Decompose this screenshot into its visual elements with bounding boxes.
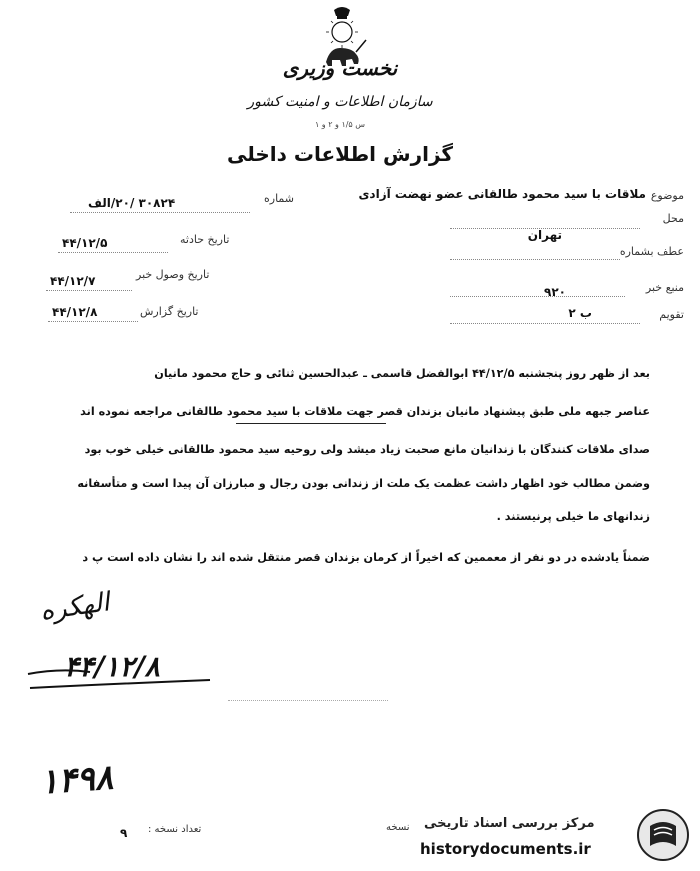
source-dots bbox=[450, 296, 625, 297]
signature-scribble bbox=[20, 650, 220, 695]
number-dots bbox=[70, 212, 250, 213]
archive-number: ۱۴۹۸ bbox=[38, 757, 115, 803]
evaluation-dots bbox=[450, 323, 640, 324]
incident-date-dots bbox=[58, 252, 168, 253]
incident-date-value: ۴۴/۱۲/۵ bbox=[62, 236, 108, 250]
body-line-6: ضمناً یادشده در دو نفر از معممین که اخیراً از کرمان بزندان قصر منتقل شده اند را نشان داده است پ د bbox=[82, 551, 650, 564]
report-date-dots bbox=[48, 321, 138, 322]
subject-label: موضوع bbox=[650, 189, 684, 202]
body-line-2: عناصر جبهه ملی طبق پیشنهاد مانیان بزندان قصر جهت ملاقات با سید محمود طالقانی مراجعه نموده اند bbox=[80, 405, 650, 418]
news-receipt-label: تاریخ وصول خبر bbox=[136, 268, 210, 281]
news-receipt-dots bbox=[46, 290, 132, 291]
incident-date-label: تاریخ حادثه bbox=[180, 233, 230, 246]
watermark-url: historydocuments.ir bbox=[420, 840, 591, 858]
body-line-3: صدای ملاقات کنندگان با زندانیان مانع صحبت زیاد میشد ولی روحیه سید محمود طالقانی خیلی خوب بود bbox=[84, 443, 650, 456]
reference-dots bbox=[450, 259, 620, 260]
report-type-title: گزارش اطلاعات داخلی bbox=[226, 142, 454, 166]
body-line-1: بعد از ظهر روز پنجشنبه ۴۴/۱۲/۵ ابوالفضل قاسمی ـ عبدالحسین ثنائی و حاج محمود مانیان bbox=[154, 367, 650, 380]
org-name-primeministry: نخست وزیری bbox=[282, 56, 398, 80]
copies-value: ۹ bbox=[120, 826, 128, 840]
number-label: شماره bbox=[264, 192, 295, 205]
archive-logo-icon bbox=[636, 808, 690, 862]
place-label: محل bbox=[662, 212, 684, 225]
org-code: س ۱/۵ و ۲ و ۱ bbox=[314, 120, 366, 129]
reference-label: عطف بشماره bbox=[619, 245, 684, 258]
report-date-label: تاریخ گزارش bbox=[140, 305, 199, 318]
evaluation-value: ب ۲ bbox=[568, 306, 592, 320]
source-value: ۹۲۰ bbox=[544, 285, 566, 299]
place-value: تهران bbox=[527, 228, 562, 242]
underline-mark bbox=[236, 423, 386, 424]
handwritten-signature: الهکره bbox=[38, 587, 112, 627]
watermark-persian: مرکز بررسی اسناد تاریخی bbox=[424, 816, 595, 831]
number-value: ۳۰۸۲۴ /۲۰/الف bbox=[88, 196, 176, 210]
handwritten-date: ۴۴/۱۲/۸ bbox=[64, 650, 160, 683]
body-line-5: زندانهای ما خیلی پرنیستند . bbox=[496, 510, 650, 523]
source-label: منبع خبر bbox=[645, 281, 684, 294]
subject-value: ملاقات با سید محمود طالقانی عضو نهضت آزادی bbox=[358, 187, 646, 201]
report-date-value: ۴۴/۱۲/۸ bbox=[52, 305, 98, 319]
copy-label: نسخه bbox=[386, 822, 410, 833]
copies-label: تعداد نسخه : bbox=[148, 824, 202, 835]
evaluation-label: تقویم bbox=[659, 308, 684, 321]
scan-mark-line bbox=[228, 700, 388, 701]
body-line-4: وضمن مطالب خود اظهار داشت عظمت یک ملت از زندانی بودن رجال و مبارزان آن پیدا است و متأسفانه bbox=[77, 477, 650, 490]
org-name-savak: سازمان اطلاعات و امنیت کشور bbox=[247, 94, 433, 110]
news-receipt-value: ۴۴/۱۲/۷ bbox=[50, 274, 96, 288]
